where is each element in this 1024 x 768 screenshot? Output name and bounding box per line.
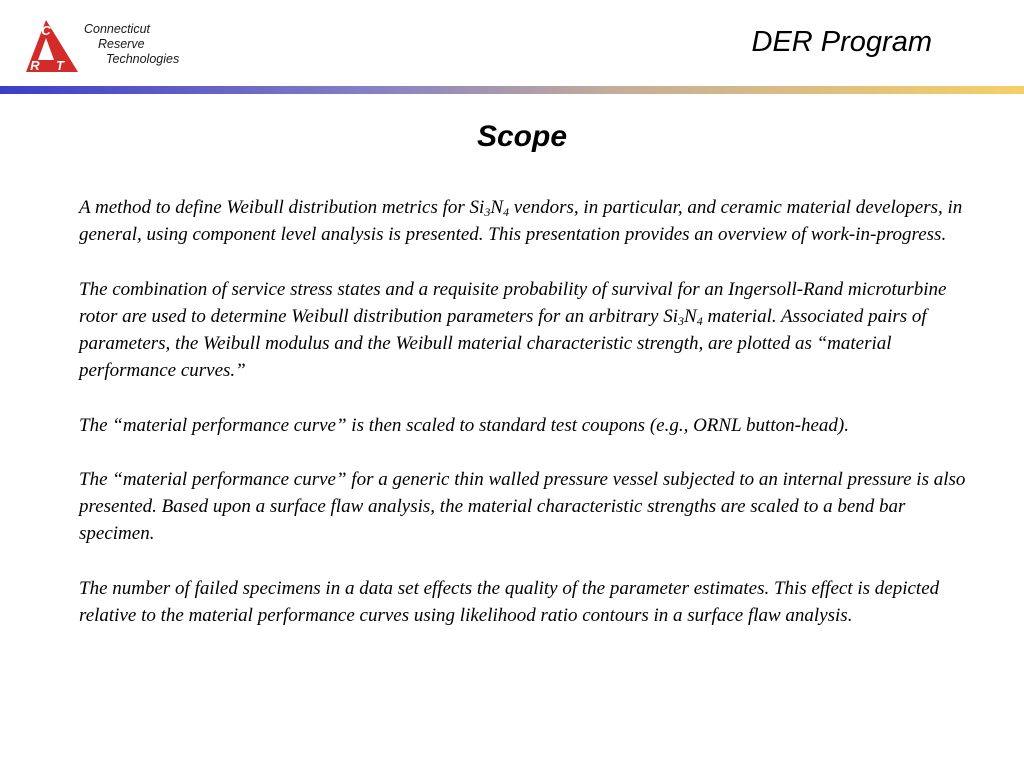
paragraph-3: The “material performance curve” is then scaled to standard test coupons (e.g., ORNL button-head). — [79, 414, 849, 436]
logo-line-reserve: Reserve — [98, 37, 145, 51]
n-symbol: N — [490, 197, 504, 218]
crt-triangle-icon — [24, 18, 84, 78]
paragraph-5: The number of failed specimens in a data set effects the quality of the parameter estimates. This effect is depicted relative to the material performance curves using likelihood ratio contours in a surface flaw analysis. — [79, 577, 940, 626]
n-symbol: N — [684, 305, 697, 327]
crt-logo — [24, 18, 184, 78]
paragraph-4: The “material performance curve” for a generic thin walled pressure vessel subjected to an internal pressure is also presented. Based upon a surface flaw analysis, the material characteristic strengths are scaled to a bend bar specimen. — [79, 468, 966, 545]
program-title: DER Program — [751, 26, 932, 58]
n-subscript: 4 — [503, 205, 510, 219]
paragraph-1 — [79, 194, 969, 248]
logo-letter-t: T — [56, 58, 64, 73]
si-symbol: Si — [663, 305, 679, 327]
paragraph-1-text-a: A method to define Weibull distribution metrics for — [79, 197, 470, 218]
logo-line-technologies: Technologies — [106, 52, 180, 66]
si-subscript: 3 — [484, 205, 491, 219]
logo-company-name — [84, 22, 179, 67]
logo-letter-c: C — [41, 23, 51, 38]
logo-line-connecticut: Connecticut — [84, 22, 151, 36]
n-subscript: 4 — [696, 313, 703, 328]
paragraph-2-text-a: The combination of service stress states and a requisite probability of survival for an Ingersoll-Rand microturbine rotor are used to determine Weibull distribution parameters for an arbitrary — [79, 278, 947, 327]
paragraph-1-text-b: vendors, in particular, and ceramic material developers, in general, using component level analysis is presented. This presentation provides an overview of work-in-progress. — [79, 197, 963, 246]
slide-body — [79, 194, 969, 656]
paragraph-2-text-b: material. Associated pairs of parameters, the Weibull modulus and the Weibull material characteristic strength, are plotted as “material performance curves.” — [79, 305, 927, 382]
slide-title: Scope — [476, 120, 568, 153]
header-gradient-divider — [0, 86, 1024, 94]
paragraph-2 — [79, 276, 969, 385]
si-symbol: Si — [469, 197, 485, 218]
si-subscript: 3 — [678, 313, 685, 328]
logo-letter-r: R — [30, 58, 40, 73]
